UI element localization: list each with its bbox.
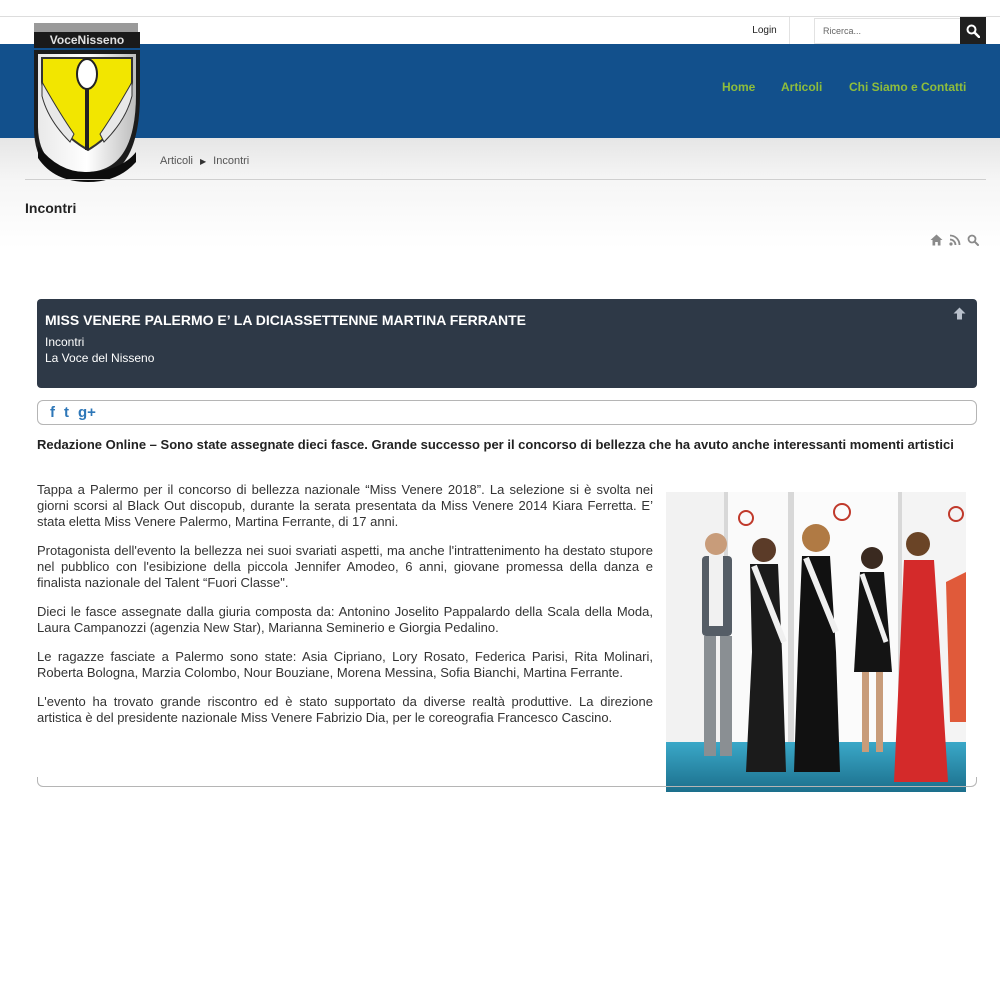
search-icon[interactable]: [967, 234, 979, 246]
article-paragraph: Le ragazze fasciate a Palermo sono state: Asia Cipriano, Lory Rosato, Federica Parisi, Rita Molinari, Roberta Bologna, Marzia Colombo, Nour Bouziane, Morena Messina, Sofia Bianchi, Martina Ferrante.: [37, 649, 653, 680]
search-button[interactable]: [960, 17, 986, 45]
subheader: [0, 138, 1000, 248]
article-footer-bar: [37, 777, 977, 787]
nav-home[interactable]: Home: [722, 80, 756, 94]
nav-articoli[interactable]: Articoli: [781, 80, 823, 94]
search-input[interactable]: [814, 18, 960, 44]
category-tools: [930, 234, 979, 246]
top-bar: [0, 16, 1000, 44]
breadcrumb: [160, 155, 249, 167]
breadcrumb-articoli[interactable]: Articoli: [160, 155, 194, 167]
article-paragraph: Tappa a Palermo per il concorso di bellezza nazionale “Miss Venere 2018”. La selezione si è svolta nei giorni scorsi al Black Out discopub, durante la serata presentata da Miss Venere 2014 Kiara Ferretta. E’ stata eletta Miss Venere Palermo, Martina Ferrante, di 17 anni.: [37, 482, 653, 529]
facebook-icon[interactable]: f: [50, 404, 55, 421]
article-paragraph: Dieci le fasce assegnate dalla giuria composta da: Antonino Joselito Pappalardo della Scala della Moda, Laura Campanozzi (agenzia New Star), Marianna Seminerio e Giorgia Pedalino.: [37, 604, 653, 635]
twitter-icon[interactable]: t: [64, 404, 69, 421]
arrow-up-icon[interactable]: [953, 307, 966, 320]
search-icon: [966, 24, 980, 38]
nav-chi-siamo-contatti[interactable]: Chi Siamo e Contatti: [849, 80, 967, 94]
rss-icon[interactable]: [949, 234, 961, 246]
svg-text:VoceNisseno: VoceNisseno: [49, 33, 125, 47]
article-header: [37, 299, 977, 388]
article-title[interactable]: MISS VENERE PALERMO E’ LA DICIASSETTENNE MARTINA FERRANTE: [45, 312, 526, 328]
breadcrumb-separator-icon: ▶: [200, 156, 207, 166]
divider: [25, 179, 986, 180]
article-category[interactable]: Incontri: [45, 335, 85, 349]
google-plus-icon[interactable]: g+: [78, 404, 96, 421]
site-logo[interactable]: [30, 22, 144, 186]
login-link[interactable]: Login: [740, 17, 790, 45]
article-paragraph: L'evento ha trovato grande riscontro ed è stato supportato da diverse realtà produttive. La direzione artistica è del presidente nazionale Miss Venere Fabrizio Dia, per le coreografia Francesco Cascino.: [37, 694, 653, 725]
article-paragraph: Protagonista dell'evento la bellezza nei suoi svariati aspetti, ma anche l'intrattenimento ha destato stupore nel pubblico con l'esibizione della piccola Jennifer Amodeo, 6 anni, giovane promessa della danza e finalista nazionale del Talent “Fuori Classe".: [37, 543, 653, 590]
article-photo: [666, 492, 966, 792]
home-icon[interactable]: [930, 234, 943, 246]
article-body: [37, 482, 653, 739]
article-lead: Redazione Online – Sono state assegnate dieci fasce. Grande successo per il concorso di bellezza che ha avuto anche interessanti momenti artistici: [37, 437, 954, 452]
breadcrumb-incontri: Incontri: [213, 155, 250, 167]
share-bar: [37, 400, 977, 425]
category-title: Incontri: [25, 200, 77, 216]
article-author: La Voce del Nisseno: [45, 351, 155, 365]
